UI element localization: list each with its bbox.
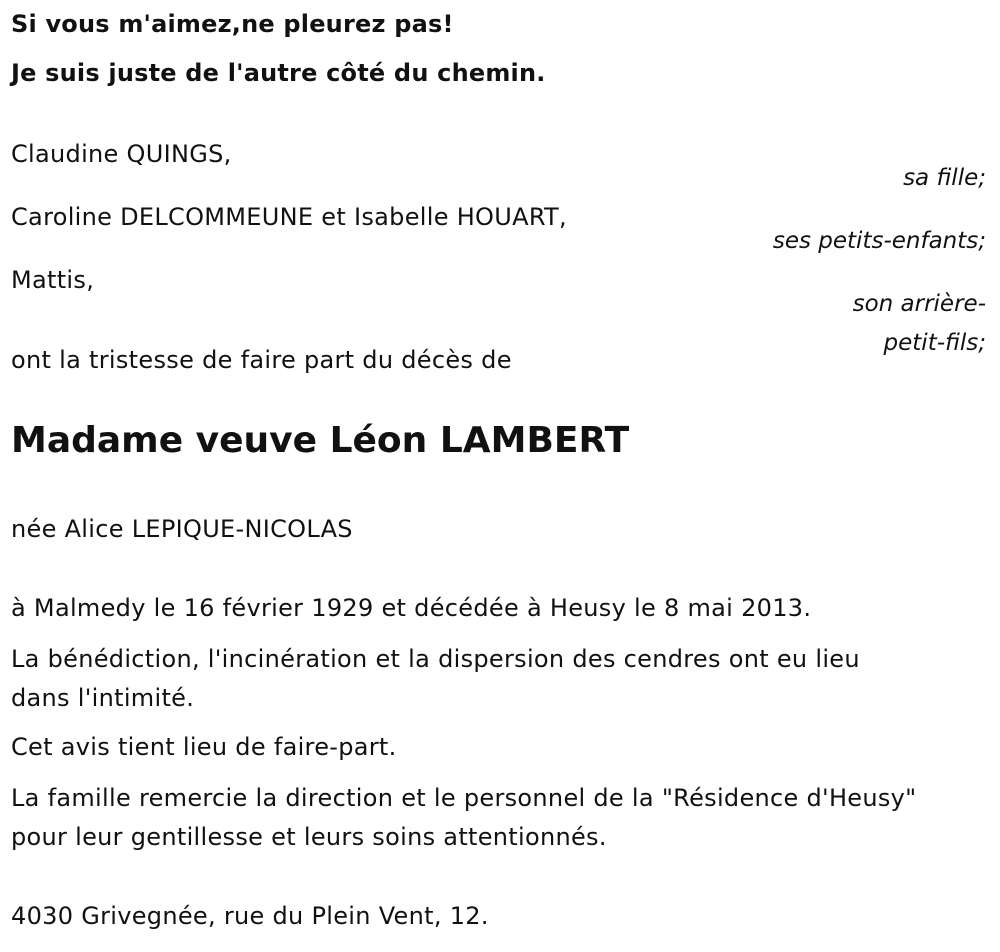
thanks-line-2: pour leur gentillesse et leurs soins attentionnés.	[11, 823, 607, 851]
ceremony-line-1: La bénédiction, l'incinération et la dispersion des cendres ont eu lieu	[11, 645, 860, 673]
family-name-daughter: Claudine QUINGS,	[11, 140, 232, 168]
family-name-grandchildren: Caroline DELCOMMEUNE et Isabelle HOUART,	[11, 203, 567, 231]
announcement-text: ont la tristesse de faire part du décès de	[11, 346, 512, 374]
epitaph-line-2: Je suis juste de l'autre côté du chemin.	[11, 59, 546, 87]
family-relation-great-grandson-line-2: petit-fils;	[883, 330, 986, 356]
family-relation-great-grandson-line-1: son arrière-	[852, 291, 986, 317]
address: 4030 Grivegnée, rue du Plein Vent, 12.	[11, 902, 489, 930]
family-relation-grandchildren: ses petits-enfants;	[772, 228, 986, 254]
family-name-great-grandson: Mattis,	[11, 266, 95, 294]
epitaph-line-1: Si vous m'aimez,ne pleurez pas!	[11, 10, 454, 38]
family-relation-daughter: sa fille;	[903, 165, 986, 191]
deceased-birth-name: née Alice LEPIQUE-NICOLAS	[11, 515, 353, 543]
deceased-title: Madame veuve Léon LAMBERT	[11, 420, 630, 461]
notice-text: Cet avis tient lieu de faire-part.	[11, 733, 397, 761]
thanks-line-1: La famille remercie la direction et le personnel de la "Résidence d'Heusy"	[11, 784, 917, 812]
ceremony-line-2: dans l'intimité.	[11, 684, 195, 712]
birth-death-details: à Malmedy le 16 février 1929 et décédée à Heusy le 8 mai 2013.	[11, 594, 812, 622]
